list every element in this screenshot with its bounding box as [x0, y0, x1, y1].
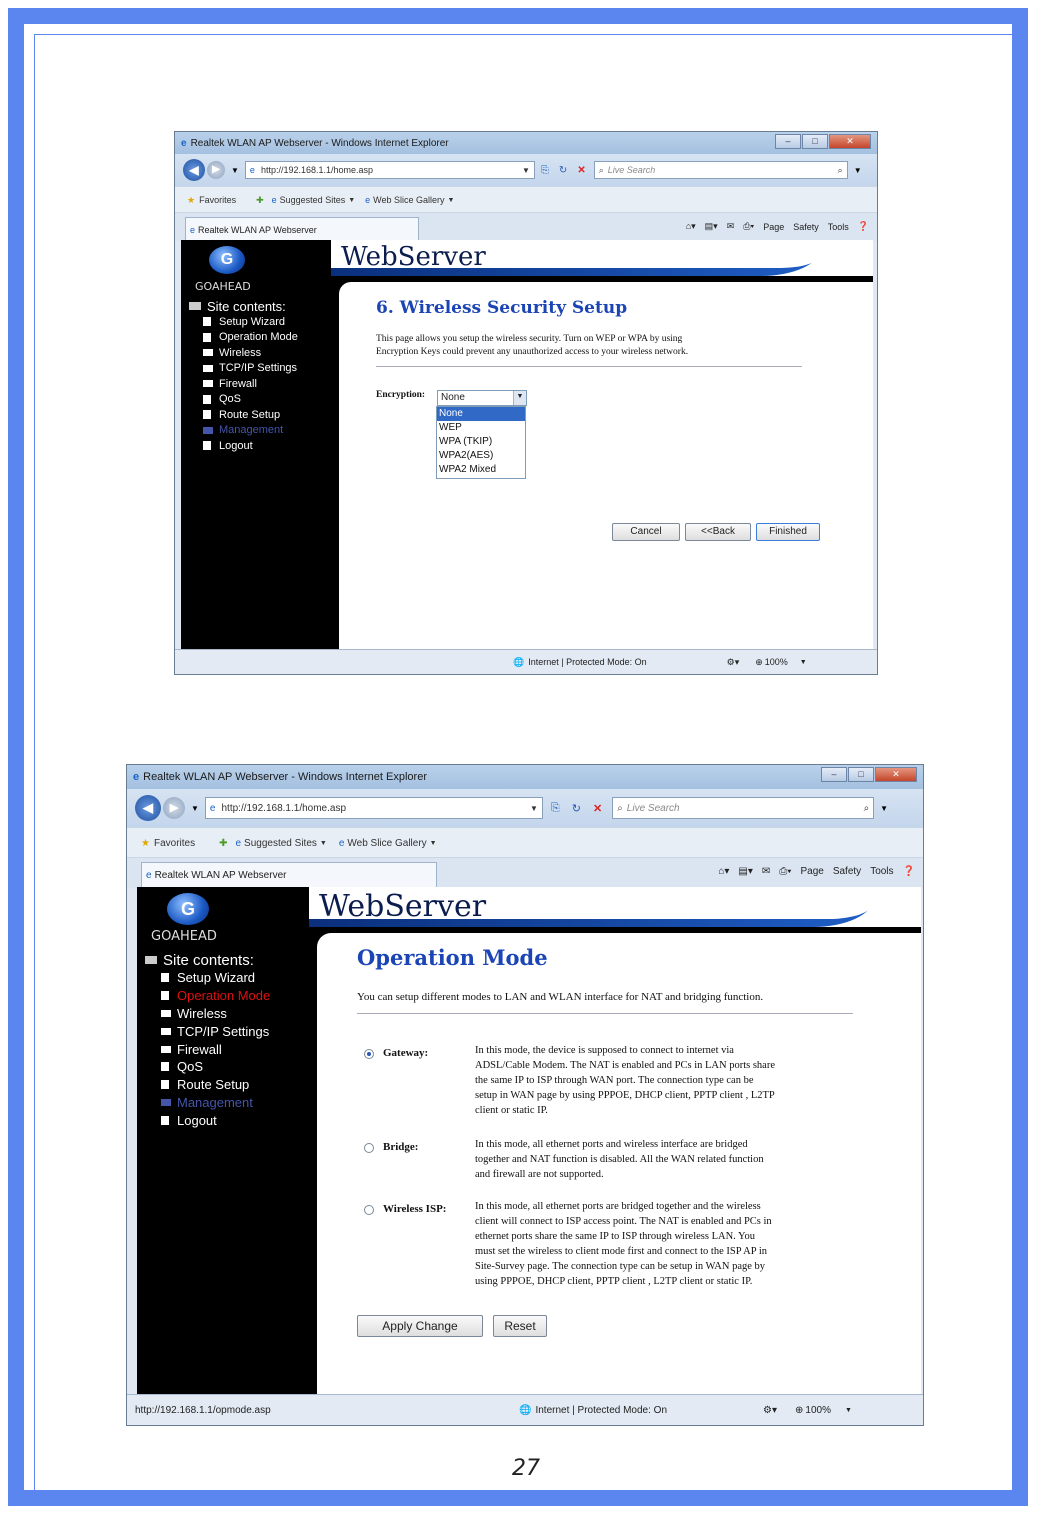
page-icon [203, 333, 211, 342]
nav-tcpip[interactable]: TCP/IP Settings [145, 1022, 270, 1040]
ie-icon: e [133, 771, 140, 783]
favorites-star-icon: ★ [187, 194, 196, 205]
site-contents-label: Site contents: [163, 951, 254, 969]
apply-change-button[interactable]: Apply Change [357, 1315, 483, 1337]
nav-management[interactable]: Management [145, 1094, 270, 1112]
globe-icon: 🌐 [513, 656, 525, 667]
option-wep[interactable]: WEP [439, 422, 462, 433]
search-options-icon[interactable]: ▼ [880, 803, 889, 813]
encryption-options [436, 406, 526, 479]
page-icon [161, 1116, 169, 1125]
refresh-icon[interactable]: ↻ [558, 164, 568, 176]
mail-icon[interactable]: ✉ [726, 221, 735, 231]
bridge-label: Bridge: [383, 1141, 419, 1153]
url-field[interactable]: e http://192.168.1.1/home.asp ▼ [245, 161, 535, 179]
print-icon[interactable]: ⎙▾ [743, 221, 755, 231]
favorites-button[interactable]: Favorites [153, 837, 196, 849]
live-search-icon: ⌕ [598, 164, 604, 175]
forward-nav-button[interactable]: ▶ [163, 797, 185, 819]
suggested-sites-icon: e [235, 837, 242, 849]
page-icon [203, 410, 211, 419]
browser-window-opmode [126, 764, 924, 1426]
nav-route-setup[interactable]: Route Setup [189, 407, 298, 423]
tab-ie-icon: e [146, 870, 152, 881]
cancel-button[interactable]: Cancel [612, 523, 680, 541]
add-favorites-icon[interactable]: ✚ [256, 194, 264, 205]
encryption-label: Encryption: [376, 390, 426, 400]
wireless-isp-label: Wireless ISP: [383, 1203, 447, 1215]
zoom-icon: ⊕ [795, 1404, 804, 1416]
zoom-level[interactable]: 100% [805, 1404, 831, 1416]
page-content [181, 240, 873, 650]
zoom-level[interactable]: 100% [764, 657, 788, 667]
globe-icon: 🌐 [519, 1404, 532, 1416]
url-dropdown-icon[interactable]: ▼ [530, 803, 538, 813]
goahead-logo-text: GOAHEAD [151, 929, 217, 944]
safety-menu[interactable]: Safety [832, 866, 862, 877]
folder-icon [203, 365, 213, 372]
nav-wireless[interactable]: Wireless [145, 1005, 270, 1023]
gateway-radio[interactable] [364, 1049, 374, 1059]
suggested-sites-link[interactable]: Suggested Sites [279, 195, 346, 205]
page-icon [161, 1080, 169, 1089]
tab-bar [175, 212, 877, 241]
tab-webserver[interactable]: e Realtek WLAN AP Webserver [141, 862, 437, 888]
folder-icon [203, 349, 213, 356]
print-icon[interactable]: ⎙▾ [779, 866, 792, 877]
minimize-button[interactable]: – [775, 134, 801, 149]
home-icon[interactable]: ⌂▾ [718, 866, 730, 877]
chevron-down-icon[interactable]: ▼ [513, 391, 526, 405]
ie-icon: e [181, 137, 187, 149]
live-search-icon: ⌕ [617, 802, 623, 814]
safety-menu[interactable]: Safety [793, 221, 819, 232]
security-settings-icon[interactable]: ⚙▾ [726, 656, 740, 667]
maximize-button[interactable]: □ [848, 767, 874, 782]
url-dropdown-icon[interactable]: ▼ [522, 165, 530, 175]
feeds-icon[interactable]: ▤▾ [704, 221, 718, 231]
site-tree [145, 951, 270, 1129]
address-bar [127, 789, 923, 827]
compat-icon[interactable]: ⎘ [540, 164, 549, 176]
search-input[interactable]: ⌕ Live Search ⌕ [612, 797, 874, 819]
security-description-line2: Encryption Keys could prevent any unauthorized access to your wireless network. [376, 347, 689, 357]
nav-qos[interactable]: QoS [189, 392, 298, 408]
wireless-isp-description: In this mode, all ethernet ports are bridged together and the wireless client will connect to ISP access point. The NAT is enabled and PCs in ethernet ports share the same IP to ISP through wireless LAN. You must set the wireless to client mode first and connect to the ISP AP in Site-Survey page. The connection type can be setup in WAN page by using PPPOE, DHCP client, PPTP client , L2TP client or static IP. [475, 1201, 772, 1287]
folder-icon [203, 380, 213, 387]
status-bar: http://192.168.1.1/opmode.asp 🌐 Internet | Protected Mode: On ⚙▾ ⊕ 100% ▼ [127, 1394, 923, 1425]
suggested-sites-link[interactable]: Suggested Sites [244, 837, 317, 849]
nav-wireless[interactable]: Wireless [189, 345, 298, 361]
folder-icon [161, 1046, 171, 1053]
favorites-star-icon: ★ [141, 837, 150, 849]
opmode-description: You can setup different modes to LAN and WLAN interface for NAT and bridging function. [357, 991, 764, 1003]
history-dropdown-icon[interactable]: ▼ [191, 803, 199, 813]
search-icon[interactable]: ⌕ [863, 802, 870, 814]
page-icon [203, 441, 211, 450]
status-bar: 🌐 Internet | Protected Mode: On ⚙▾ ⊕ 100% ▼ [175, 649, 877, 674]
nav-qos[interactable]: QoS [145, 1058, 270, 1076]
page-number: 27 [512, 1456, 540, 1481]
history-dropdown-icon[interactable]: ▼ [231, 165, 239, 175]
home-icon[interactable]: ⌂▾ [685, 221, 696, 231]
web-slice-icon: e [365, 195, 371, 205]
minimize-button[interactable]: – [821, 767, 847, 782]
divider [357, 1013, 853, 1014]
web-slice-icon: e [338, 837, 345, 849]
gateway-description: In this mode, the device is supposed to connect to internet via ADSL/Cable Modem. The NAT is enabled and PCs in LAN ports share the same IP to ISP through WAN port. The connection type can be setup in WAN page by using PPPOE, DHCP client, PPTP client , L2TP client or static IP. [475, 1045, 775, 1116]
mail-icon[interactable]: ✉ [761, 866, 771, 877]
nav-operation-mode[interactable]: Operation Mode [189, 330, 298, 346]
page-icon [203, 317, 211, 326]
nav-setup-wizard[interactable]: Setup Wizard [145, 969, 270, 987]
feeds-icon[interactable]: ▤▾ [738, 866, 753, 877]
nav-tcpip[interactable]: TCP/IP Settings [189, 361, 298, 377]
site-tree [189, 298, 298, 454]
site-contents-icon [189, 302, 201, 310]
favorites-bar: ★ Favorites ✚ e Suggested Sites ▼ e Web Slice Gallery ▼ [175, 186, 877, 213]
search-icon[interactable]: ⌕ [837, 164, 843, 175]
option-wpa2-mixed[interactable]: WPA2 Mixed [439, 464, 497, 475]
nav-operation-mode[interactable]: Operation Mode [145, 987, 270, 1005]
security-description-line1: This page allows you setup the wireless security. Turn on WEP or WPA by using [376, 334, 683, 344]
page-icon [161, 1062, 169, 1071]
tab-webserver[interactable]: e Realtek WLAN AP Webserver [185, 217, 419, 241]
tools-menu[interactable]: Tools [827, 221, 849, 232]
page-icon [161, 991, 169, 1000]
back-nav-button[interactable]: ◀ [183, 159, 205, 181]
back-button[interactable]: <<Back [685, 523, 751, 541]
suggested-sites-icon: e [271, 195, 277, 205]
stop-icon[interactable]: ✕ [577, 164, 586, 176]
stop-icon[interactable]: ✕ [592, 802, 603, 815]
page-icon [203, 395, 211, 404]
favorites-button[interactable]: Favorites [199, 195, 237, 205]
goahead-logo: G [209, 246, 245, 274]
close-button[interactable]: ✕ [829, 134, 871, 149]
folder-icon [161, 1028, 171, 1035]
page-menu[interactable]: Page [763, 221, 785, 232]
web-slice-link[interactable]: Web Slice Gallery [373, 195, 445, 205]
zoom-icon: ⊕ [755, 656, 763, 667]
option-wpa2-aes[interactable]: WPA2(AES) [439, 450, 494, 461]
security-settings-icon[interactable]: ⚙▾ [763, 1404, 777, 1416]
close-button[interactable]: ✕ [875, 767, 917, 782]
nav-firewall[interactable]: Firewall [189, 376, 298, 392]
nav-management[interactable]: Management [189, 423, 298, 439]
site-contents-icon [145, 956, 157, 964]
site-contents-label: Site contents: [207, 298, 286, 314]
tab-bar [127, 857, 923, 888]
search-input[interactable]: ⌕ Live Search ⌕ [594, 161, 848, 179]
bridge-radio[interactable] [364, 1143, 374, 1153]
page-menu[interactable]: Page [800, 866, 824, 877]
goahead-logo: G [167, 893, 209, 925]
maximize-button[interactable]: □ [802, 134, 828, 149]
back-nav-button[interactable]: ◀ [135, 795, 161, 821]
page-icon: e [209, 802, 216, 814]
folder-icon [203, 427, 213, 434]
nav-setup-wizard[interactable]: Setup Wizard [189, 314, 298, 330]
encryption-select[interactable]: None ▼ [437, 390, 527, 406]
page-content [137, 887, 921, 1395]
tools-menu[interactable]: Tools [870, 866, 894, 877]
webserver-title: WebServer [319, 889, 487, 924]
option-wpa-tkip[interactable]: WPA (TKIP) [439, 436, 493, 447]
page-icon [161, 973, 169, 982]
compat-icon[interactable]: ⎘ [550, 801, 560, 814]
help-icon[interactable]: ❓ [902, 866, 915, 877]
tab-ie-icon: e [190, 224, 196, 235]
nav-logout[interactable]: Logout [145, 1111, 270, 1129]
page-title: 6. Wireless Security Setup [376, 298, 628, 318]
help-icon[interactable]: ❓ [857, 221, 869, 231]
zone-status: Internet | Protected Mode: On [535, 1404, 668, 1416]
nav-firewall[interactable]: Firewall [145, 1040, 270, 1058]
wireless-isp-radio[interactable] [364, 1205, 374, 1215]
window-title: Realtek WLAN AP Webserver - Windows Internet Explorer [143, 771, 427, 783]
status-url: http://192.168.1.1/opmode.asp [135, 1404, 271, 1416]
add-favorites-icon[interactable]: ✚ [219, 837, 228, 849]
refresh-icon[interactable]: ↻ [571, 802, 581, 815]
search-options-icon[interactable]: ▼ [853, 165, 862, 175]
page-title: Operation Mode [357, 945, 548, 970]
title-bar [175, 132, 877, 154]
option-none[interactable]: None [437, 407, 525, 421]
page-icon: e [249, 165, 255, 175]
zone-status: Internet | Protected Mode: On [528, 657, 647, 667]
title-bar [127, 765, 923, 789]
web-slice-link[interactable]: Web Slice Gallery [347, 837, 427, 849]
nav-route-setup[interactable]: Route Setup [145, 1076, 270, 1094]
webserver-title: WebServer [341, 242, 486, 272]
nav-logout[interactable]: Logout [189, 438, 298, 454]
url-field[interactable]: e http://192.168.1.1/home.asp ▼ [205, 797, 543, 819]
goahead-logo-text: GOAHEAD [195, 280, 251, 293]
favorites-bar: ★ Favorites ✚ e Suggested Sites ▼ e Web Slice Gallery ▼ [127, 827, 923, 858]
reset-button[interactable]: Reset [493, 1315, 547, 1337]
divider [376, 366, 802, 367]
window-title: Realtek WLAN AP Webserver - Windows Internet Explorer [190, 137, 449, 149]
gateway-label: Gateway: [383, 1047, 429, 1059]
finished-button[interactable]: Finished [756, 523, 820, 541]
address-bar [175, 154, 877, 186]
browser-window-security [174, 131, 878, 675]
bridge-description: In this mode, all ethernet ports and wireless interface are bridged together and NAT function is disabled. All the WAN related function and firewall are not supported. [475, 1139, 764, 1180]
folder-icon [161, 1099, 171, 1106]
folder-icon [161, 1010, 171, 1017]
forward-nav-button[interactable]: ▶ [207, 161, 225, 179]
